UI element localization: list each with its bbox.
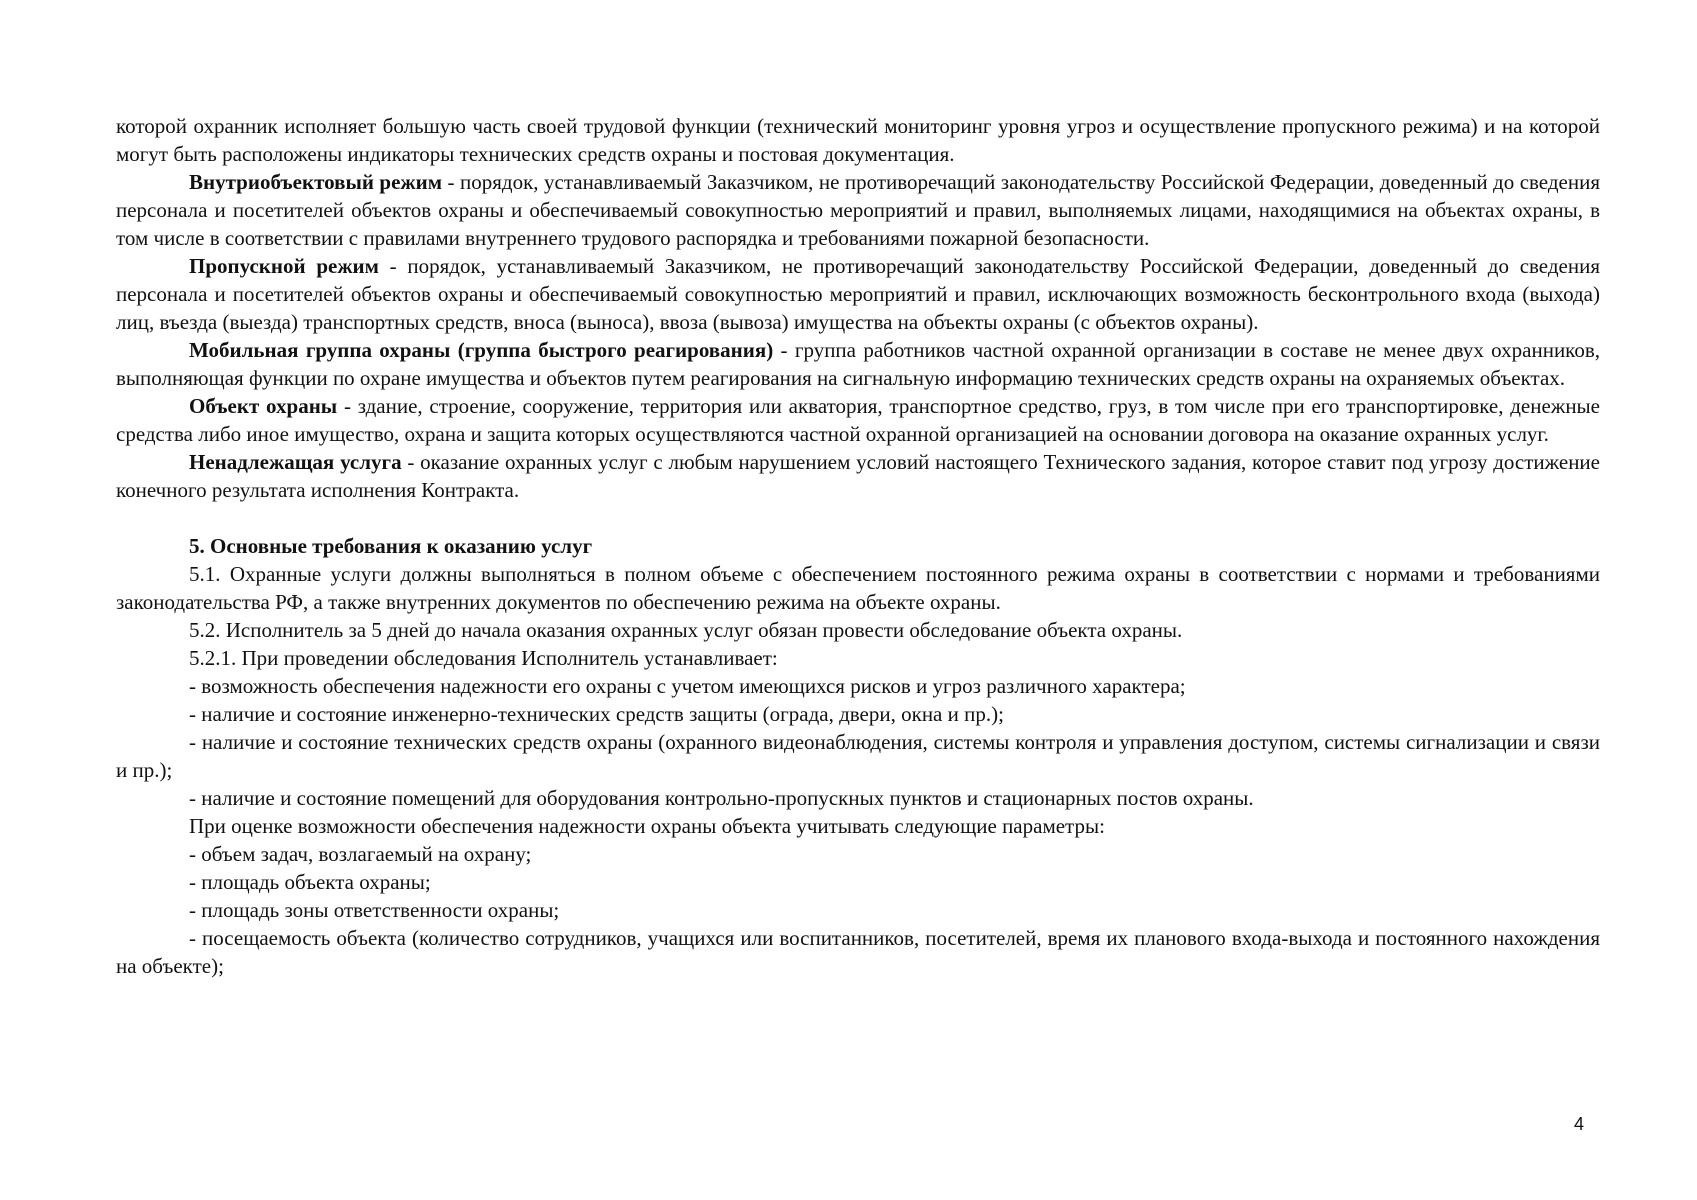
list-item: - площадь зоны ответственности охраны; bbox=[189, 898, 560, 922]
list-item: - посещаемость объекта (количество сотрудников, учащихся или воспитанников, посетителей, время их планового входа-выхода и постоянного нахождения на объекте); bbox=[116, 926, 1600, 978]
definition-paragraph bbox=[116, 448, 1600, 504]
list-item: - наличие и состояние помещений для оборудования контрольно-пропускных пунктов и стационарных постов охраны. bbox=[189, 786, 1254, 810]
section-paragraph: 5.2. Исполнитель за 5 дней до начала оказания охранных услуг обязан провести обследование объекта охраны. bbox=[189, 618, 1183, 642]
definition-term: Ненадлежащая услуга bbox=[189, 450, 402, 474]
section-heading: 5. Основные требования к оказанию услуг bbox=[189, 534, 593, 558]
paragraph-text: которой охранник исполняет большую часть своей трудовой функции (технический мониторинг уровня угроз и осуществление пропускного режима) и на которой могут быть расположены индикаторы технических средств охраны и постовая документация. bbox=[116, 114, 1600, 166]
definition-paragraph bbox=[116, 392, 1600, 448]
list-item: - площадь объекта охраны; bbox=[189, 870, 431, 894]
section-paragraph: 5.1. Охранные услуги должны выполняться в полном объеме с обеспечением постоянного режима охраны в соответствии с нормами и требованиями законодательства РФ, а также внутренних документов по обеспечению режима на объекте охраны. bbox=[116, 562, 1600, 614]
definition-text: - порядок, устанавливаемый Заказчиком, не противоречащий законодательству Российской Федерации, доведенный до сведения персонала и посетителей объектов охраны и обеспечиваемый совокупностью мероприятий и правил, выполняемых лицами, находящимися на объектах охраны, в том числе в соответствии с правилами внутреннего трудового распорядка и требованиями пожарной безопасности. bbox=[116, 170, 1600, 250]
definition-text: - здание, строение, сооружение, территория или акватория, транспортное средство, груз, в том числе при его транспортировке, денежные средства либо иное имущество, охрана и защита которых осуществляются частной охранной организацией на основании договора на оказание охранных услуг. bbox=[116, 394, 1600, 446]
definition-text: - группа работников частной охранной организации в составе не менее двух охранников, выполняющая функции по охране имущества и объектов путем реагирования на сигнальную информацию технических средств охраны на охраняемых объектах. bbox=[116, 338, 1600, 390]
definition-term: Внутриобъектовый режим bbox=[189, 170, 443, 194]
definition-paragraph bbox=[116, 336, 1600, 392]
list-item: - наличие и состояние технических средств охраны (охранного видеонаблюдения, системы контроля и управления доступом, системы сигнализации и связи и пр.); bbox=[116, 730, 1600, 782]
definition-term: Объект охраны bbox=[189, 394, 338, 418]
definition-paragraph bbox=[116, 252, 1600, 336]
definition-text: - оказание охранных услуг с любым нарушением условий настоящего Технического задания, которое ставит под угрозу достижение конечного результата исполнения Контракта. bbox=[116, 450, 1600, 502]
document-page bbox=[116, 112, 1600, 980]
definition-paragraph bbox=[116, 168, 1600, 252]
section-paragraph: При оценке возможности обеспечения надежности охраны объекта учитывать следующие параметры: bbox=[189, 814, 1105, 838]
definition-term: Мобильная группа охраны (группа быстрого реагирования) bbox=[189, 338, 774, 362]
paragraph-continuation bbox=[116, 112, 1600, 168]
section-paragraph: 5.2.1. При проведении обследования Исполнитель устанавливает: bbox=[189, 646, 778, 670]
list-item: - возможность обеспечения надежности его охраны с учетом имеющихся рисков и угроз различного характера; bbox=[189, 674, 1186, 698]
definition-text: - порядок, устанавливаемый Заказчиком, не противоречащий законодательству Российской Федерации, доведенный до сведения персонала и посетителей объектов охраны и обеспечиваемый совокупностью мероприятий и правил, исключающих возможность бесконтрольного входа (выхода) лиц, въезда (выезда) транспортных средств, вноса (выноса), ввоза (вывоза) имущества на объекты охраны (с объектов охраны). bbox=[116, 254, 1600, 334]
page-number: 4 bbox=[1574, 1114, 1585, 1134]
list-item: - наличие и состояние инженерно-технических средств защиты (ограда, двери, окна и пр.); bbox=[189, 702, 1004, 726]
definition-term: Пропускной режим bbox=[189, 254, 379, 278]
list-item: - объем задач, возлагаемый на охрану; bbox=[189, 842, 532, 866]
